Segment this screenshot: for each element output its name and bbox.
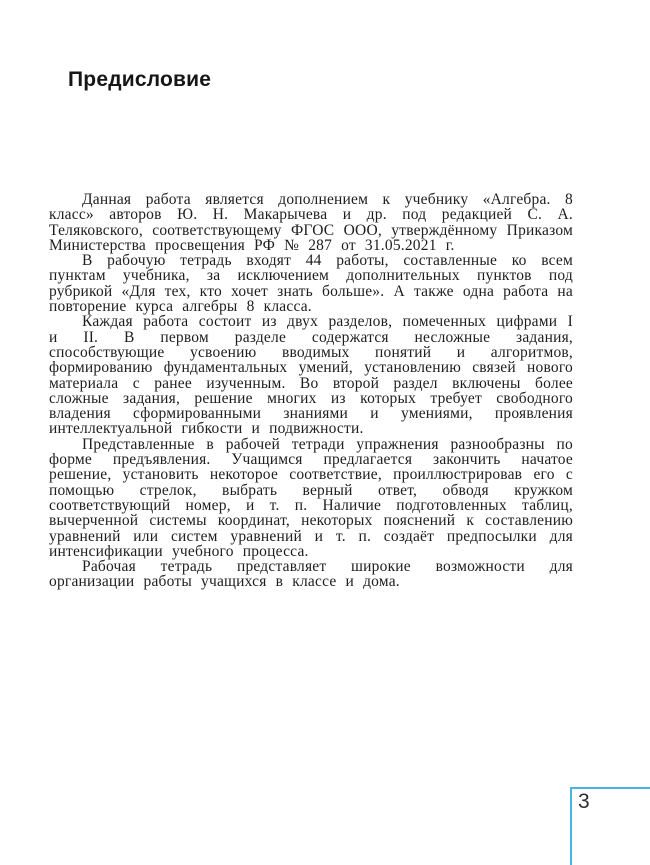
paragraph-2: В рабочую тетрадь входят 44 работы, составленные ко всем пунктам учебника, за исключением дополнительных пунктов под рубрикой «Для тех, кто хочет знать больше». А также одна работа на повторение курса алгебры 8 класса. (49, 252, 573, 316)
paragraph-1: Данная работа является дополнением к учебнику «Алгебра. 8 класс» авторов Ю. Н. Макарычева и др. под редакцией С. А. Теляковского, соответствующему ФГОС ООО, утверждённому Приказом Министерства просвещения РФ № 287 от 31.05.2021 г. (49, 191, 573, 254)
paragraph-3: Каждая работа состоит из двух разделов, помеченных цифрами I и II. В первом разделе содержатся несложные задания, способствующие усвоению вводимых понятий и алгоритмов, формированию фундаментальных умений, установлению связей нового материала с ранее изученным. Во второй раздел включены более сложные задания, решение многих из которых требует свободного владения сформированными знаниями и умениями, проявления интеллектуальной гибкости и подвижности. (49, 313, 573, 438)
paragraph-5: Рабочая тетрадь представляет широкие возможности для организации работы учащихся в классе и дома. (49, 558, 573, 591)
page-title: Предисловие (68, 68, 212, 91)
page-number: 3 (578, 790, 590, 813)
paragraph-4: Представленные в рабочей тетради упражнения разнообразны по форме предъявления. Учащимся предлагается закончить начатое решение, установить некоторое соответствие, проиллюстрировав его с помощью стрелок, выбрать верный ответ, обводя кружком соответствующий номер, и т. п. Наличие подготовленных таблиц, вычерченной системы координат, некоторых пояснений к составлению уравнений или систем уравнений и т. п. создаёт предпосылки для интенсификации учебного процесса. (49, 435, 573, 560)
preface-text (49, 192, 573, 590)
